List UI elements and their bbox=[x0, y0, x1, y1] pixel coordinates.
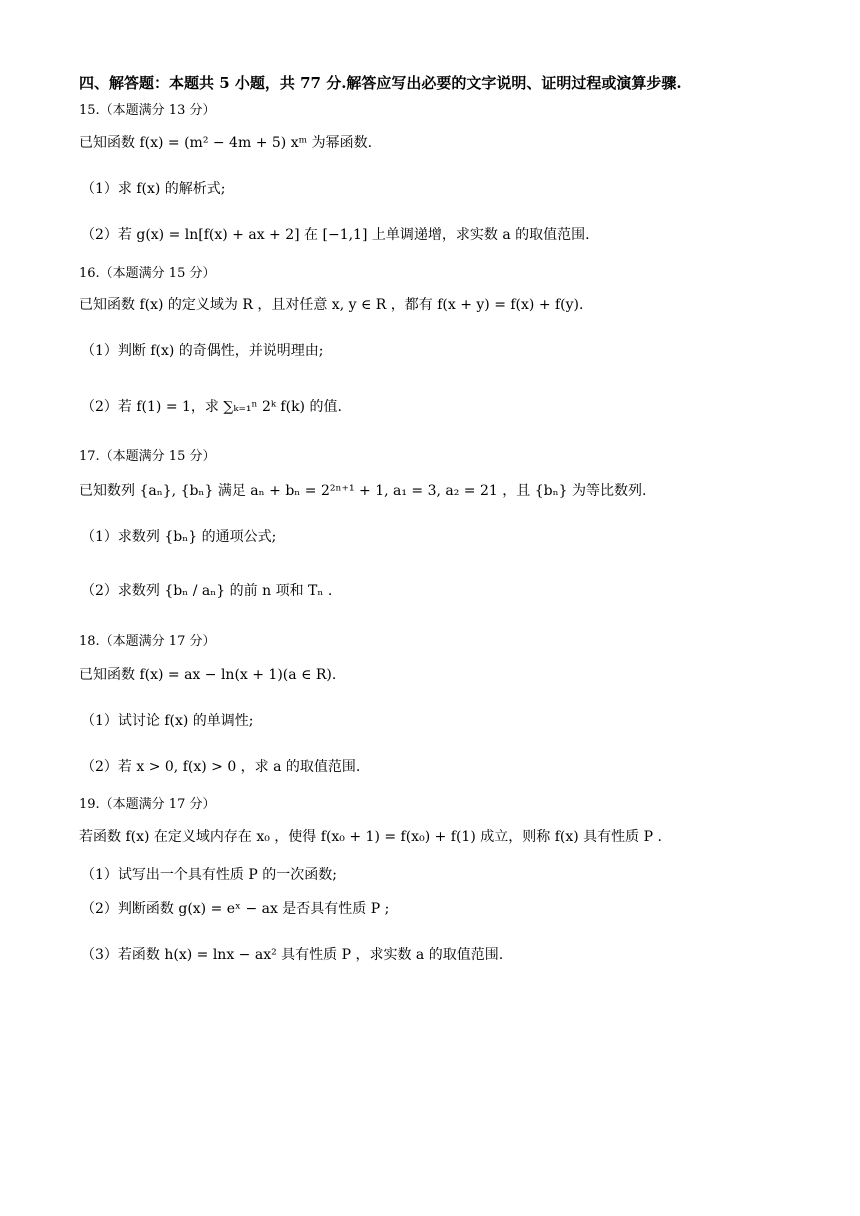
problem-19-part-3: （3）若函数 h(x) = lnx − ax² 具有性质 P ，求实数 a 的取值范围. bbox=[81, 947, 504, 963]
problem-18-stem: 已知函数 f(x) = ax − ln(x + 1)(a ∈ R). bbox=[79, 667, 337, 683]
problem-19-stem: 若函数 f(x) 在定义域内存在 x₀ ，使得 f(x₀ + 1) = f(x₀) + f(1) 成立，则称 f(x) 具有性质 P . bbox=[79, 829, 662, 845]
problem-17-part-2: （2）求数列 {bₙ / aₙ} 的前 n 项和 Tₙ . bbox=[81, 583, 333, 599]
problem-19-part-1: （1）试写出一个具有性质 P 的一次函数; bbox=[81, 867, 337, 883]
problem-17-part-1: （1）求数列 {bₙ} 的通项公式; bbox=[81, 529, 277, 545]
problem-16-header: 16.（本题满分 15 分） bbox=[79, 266, 216, 281]
problem-18-header: 18.（本题满分 17 分） bbox=[79, 634, 216, 649]
problem-15-part-2: （2）若 g(x) = ln[f(x) + ax + 2] 在 [−1,1] 上单调递增，求实数 a 的取值范围. bbox=[81, 227, 590, 243]
problem-19-part-2: （2）判断函数 g(x) = eˣ − ax 是否具有性质 P ; bbox=[81, 901, 390, 917]
section-title: 四、解答题：本题共 5 小题，共 77 分.解答应写出必要的文字说明、证明过程或演算步骤. bbox=[79, 74, 682, 92]
problem-15-header: 15.（本题满分 13 分） bbox=[79, 103, 216, 118]
problem-16-stem: 已知函数 f(x) 的定义域为 R ，且对任意 x, y ∈ R ，都有 f(x + y) = f(x) + f(y). bbox=[79, 297, 584, 313]
problem-18-part-2: （2）若 x > 0, f(x) > 0 ，求 a 的取值范围. bbox=[81, 759, 361, 775]
problem-17-stem: 已知数列 {aₙ}, {bₙ} 满足 aₙ + bₙ = 2²ⁿ⁺¹ + 1, a₁ = 3, a₂ = 21 ，且 {bₙ} 为等比数列. bbox=[79, 483, 647, 499]
problem-16-part-2: （2）若 f(1) = 1，求 ∑ₖ₌₁ⁿ 2ᵏ f(k) 的值. bbox=[81, 399, 342, 415]
problem-15-part-1: （1）求 f(x) 的解析式; bbox=[81, 181, 226, 197]
problem-18-part-1: （1）试讨论 f(x) 的单调性; bbox=[81, 713, 254, 729]
problem-17-header: 17.（本题满分 15 分） bbox=[79, 449, 216, 464]
problem-15-stem: 已知函数 f(x) = (m² − 4m + 5) xᵐ 为幂函数. bbox=[79, 135, 373, 151]
problem-19-header: 19.（本题满分 17 分） bbox=[79, 797, 216, 812]
problem-16-part-1: （1）判断 f(x) 的奇偶性，并说明理由; bbox=[81, 343, 324, 359]
